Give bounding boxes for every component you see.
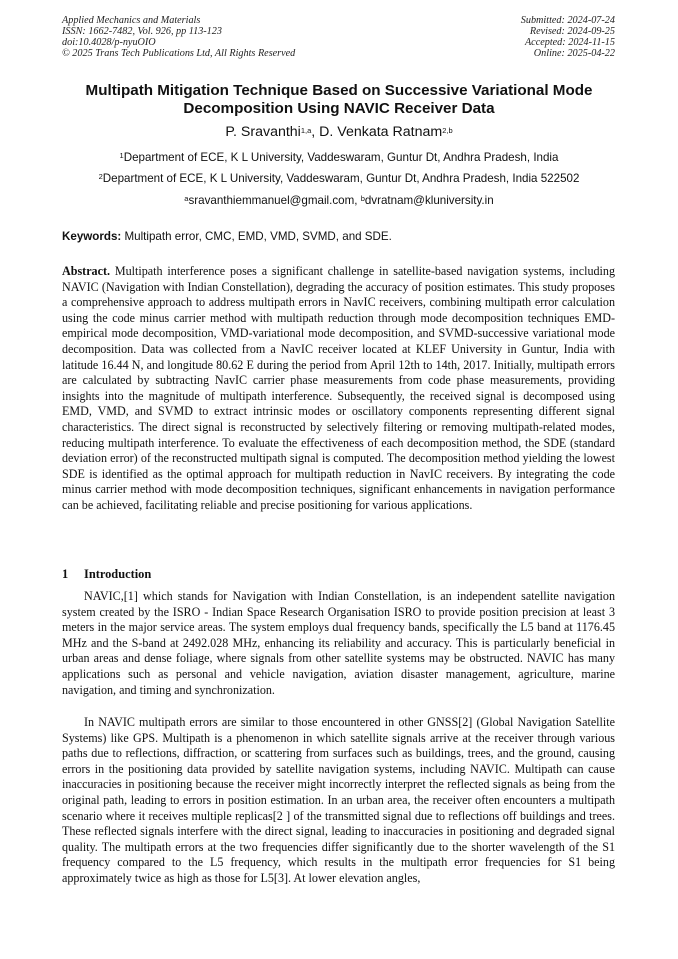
affiliation-superscript: 2 (98, 172, 103, 181)
section-title: Introduction (84, 567, 152, 581)
paper-title: Multipath Mitigation Technique Based on Successive Variational Mode Decomposition Using NAVIC Receiver Data (85, 82, 593, 117)
journal-info (62, 15, 295, 59)
author-superscript: 2,b (442, 126, 453, 135)
section-number: 1 (62, 567, 69, 581)
affiliation-1 (60, 151, 618, 165)
email-link[interactable]: dvratnam@kluniversity.in (364, 194, 494, 207)
author-name: P. Sravanthi (225, 124, 301, 140)
affiliation-text: Department of ECE, K L University, Vaddeswaram, Guntur Dt, Andhra Pradesh, India (123, 151, 559, 164)
journal-name: Applied Mechanics and Materials (62, 15, 201, 26)
date-revised: Revised: 2024-09-25 (529, 26, 615, 37)
journal-doi: doi:10.4028/p-nyuOIO (62, 37, 156, 48)
section-heading (62, 567, 151, 582)
author-name: D. Venkata Ratnam (319, 124, 443, 140)
abstract (62, 264, 615, 514)
affiliation-superscript: 1 (119, 151, 124, 160)
email-link[interactable]: sravanthiemmanuel@gmail.com, (188, 194, 361, 207)
affiliation-text: Department of ECE, K L University, Vaddeswaram, Guntur Dt, Andhra Pradesh, India 522502 (102, 172, 580, 185)
email-superscript: a (184, 194, 189, 203)
keywords (62, 230, 615, 244)
abstract-text: Multipath interference poses a significant challenge in satellite-based navigation systems, including NAVIC (Navigation with Indian Constellation), degrading the accuracy of position estimates. This study proposes a comprehensive approach to address multipath errors in NavIC receivers, combining multipath error calculation using the code minus carrier method with multipath reduction through mode decomposition techniques EMD- empirical mode decomposition, VMD-variational mode decomposition, and SVMD-successive variational mode decomposition. Data was collected from a NavIC receiver located at KLEF University in Guntur, India with latitude 16.44 N, and longitude 80.62 E during the period from April 12th to 14th, 2017. Initially, multipath errors are calculated by subtracting NavIC carrier phase measurements from code phase measurements, providing insights into the magnitude of multipath interference. Subsequently, the received signal is decomposed using EMD, VMD, and SVMD to extract intrinsic modes or oscillatory components representing different signal characteristics. The direct signal is reconstructed by selectively filtering or removing multipath-related modes, reducing multipath interference. To evaluate the effectiveness of each decomposition method, the SDE (standard deviation error) of the reconstructed multipath signal is computed. The decomposition method yielding the lowest SDE is identified as the optimal approach for multipath reduction in NavIC receivers. By integrating the code minus carrier method with mode decomposition techniques, significant enhancements in navigation performance can be achieved, facilitating reliable and precise positioning for various applications. (62, 264, 615, 512)
keywords-text: Multipath error, CMC, EMD, VMD, SVMD, and SDE. (121, 230, 392, 243)
keywords-label: Keywords: (62, 230, 122, 243)
date-submitted: Submitted: 2024-07-24 (520, 15, 615, 26)
author-superscript: 1,a (300, 126, 312, 135)
publication-dates (521, 15, 615, 59)
author-list (60, 124, 618, 141)
author-emails (60, 194, 618, 208)
author-separator: , (311, 124, 320, 140)
journal-issn: ISSN: 1662-7482, Vol. 926, pp 113-123 (62, 26, 222, 37)
body-paragraph: In NAVIC multipath errors are similar to those encountered in other GNSS[2] (Global Navigation Satellite Systems) like GPS. Multipath is a phenomenon in which satellite signals arrive at the receiver through various paths due to reflections, diffraction, or scattering from surfaces such as buildings, trees, and the ground, causing errors in the positioning data provided by satellite navigation systems, including NAVIC. Multipath can cause inaccuracies in positioning because the receiver might incorrectly interpret the reflected signals as being from the original path, leading to errors in position estimation. In an urban area, the receiver often encounters a multipath scenario where it receives multiple replicas[2 ] of the transmitted signal due to reflections off buildings and trees. These reflected signals interfere with the direct signal, leading to inaccuracies in positioning and degraded signal quality. The multipath errors at the two frequencies differ significantly due to the shorter wavelength of the S1 frequency compared to the L5 frequency, which results in the multipath error frequencies for S1 being approximately twice as high as those for L5[3]. At lower elevation angles, (62, 715, 615, 885)
abstract-label: Abstract. (62, 264, 111, 278)
date-online: Online: 2025-04-22 (533, 48, 615, 59)
body-paragraph: NAVIC,[1] which stands for Navigation with Indian Constellation, is an independent satellite navigation system created by the ISRO - Indian Space Research Organisation ISRO to provide position precision at least 3 meters in the major service areas. The system employs dual frequency bands, specifically the L5 band at 1176.45 MHz and the S-band at 2492.028 MHz, enhancing its reliability and accuracy. This is particularly beneficial in urban areas and dense foliage, where signals from other satellite systems may be obstructed. NAVIC has many applications such as personal and vehicle navigation, aviation disaster management, agriculture, marine navigation, and timing and synchronization. (62, 589, 615, 697)
journal-copyright: © 2025 Trans Tech Publications Ltd, All Rights Reserved (62, 48, 296, 59)
date-accepted: Accepted: 2024-11-15 (524, 37, 615, 48)
affiliation-2 (60, 172, 618, 186)
email-superscript: b (360, 194, 365, 203)
